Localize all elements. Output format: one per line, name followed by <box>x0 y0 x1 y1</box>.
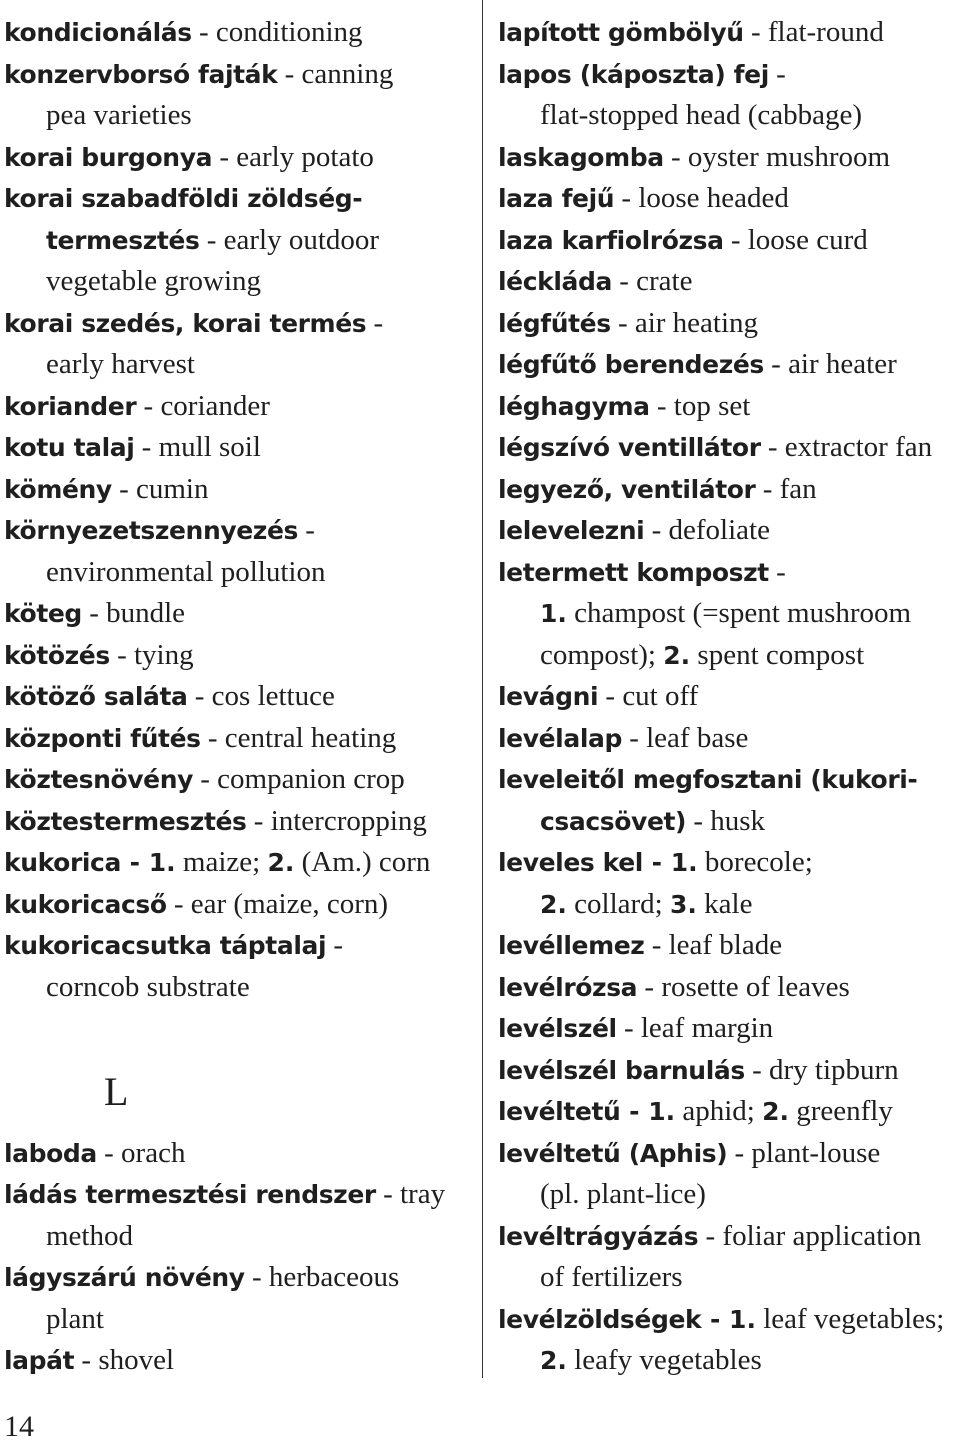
entry-definition: - oyster mushroom <box>663 140 891 173</box>
entry-term: levéllemez <box>498 931 645 960</box>
dictionary-entry <box>498 967 958 1009</box>
entry-term: letermett komposzt <box>498 557 769 587</box>
entry-term: lapos (káposzta) fej <box>498 59 769 89</box>
entry-continuation <box>4 261 474 303</box>
entry-definition: corncob substrate <box>46 970 250 1003</box>
entry-definition: (Am.) corn <box>294 846 431 878</box>
dictionary-entry <box>498 469 958 511</box>
entry-continuation <box>498 1257 958 1299</box>
entry-term: köteg <box>4 599 82 628</box>
dictionary-entry <box>498 510 958 552</box>
dictionary-entry <box>4 801 474 843</box>
entry-term: kukoricacső <box>4 889 167 919</box>
right-column <box>498 12 958 1382</box>
entry-definition: - central heating <box>200 721 397 754</box>
entry-term: kukorica <box>4 848 121 877</box>
dictionary-entry <box>498 1091 958 1133</box>
entry-term: laza fejű <box>498 184 615 213</box>
dictionary-entry <box>4 676 474 718</box>
entry-definition: (pl. plant-lice) <box>540 1178 706 1210</box>
entry-term: leveles kel <box>498 848 643 877</box>
entry-term: levélalap <box>498 723 622 753</box>
left-column <box>4 12 474 1382</box>
entry-term: leveleitől megfosztani (kukori- <box>498 765 918 794</box>
entry-definition: - leaf margin <box>616 1012 774 1044</box>
entry-definition: - crate <box>611 265 693 297</box>
column-divider <box>482 0 483 1378</box>
dictionary-entry <box>4 469 474 511</box>
entry-term: környezetszennyezés <box>4 516 298 545</box>
entry-term: korai szedés, korai termés <box>4 308 367 338</box>
dictionary-entry <box>498 54 958 96</box>
entry-definition: - coriander <box>136 389 270 422</box>
letter-heading: L <box>104 1068 129 1114</box>
entry-definition: - air heating <box>610 306 759 339</box>
entry-continuation <box>498 884 958 926</box>
entry-definition: environmental pollution <box>46 555 326 588</box>
entry-definition: method <box>46 1219 133 1252</box>
entry-definition: - loose headed <box>614 182 789 214</box>
dictionary-entry <box>498 178 958 220</box>
entry-definition: - leaf base <box>621 721 749 754</box>
dictionary-entry <box>4 1340 474 1382</box>
sense-number: - 1. <box>701 1304 756 1334</box>
entry-term: csacsövet) <box>540 806 687 836</box>
entry-definition: flat-stopped head (cabbage) <box>540 99 863 131</box>
entry-continuation <box>4 552 474 594</box>
entry-definition: - canning <box>277 57 394 90</box>
entry-term: légszívó ventillátor <box>498 433 761 462</box>
entry-term: léckláda <box>498 267 612 296</box>
entry-term: lapát <box>4 1346 75 1375</box>
entry-definition: - extractor fan <box>760 431 933 463</box>
entry-term: laza karfiolrózsa <box>498 225 724 255</box>
entry-continuation <box>4 1216 474 1258</box>
entry-definition: - intercropping <box>246 804 427 837</box>
dictionary-entry <box>498 427 958 469</box>
entry-definition: - <box>768 57 786 90</box>
dictionary-entry <box>498 303 958 345</box>
entry-definition: - husk <box>686 804 766 837</box>
sense-number: - 1. <box>642 848 698 877</box>
entry-term: levéltetű (Aphis) <box>498 1138 728 1168</box>
dictionary-entry <box>4 54 474 96</box>
entry-continuation <box>4 95 474 137</box>
entry-definition: - cumin <box>111 472 209 505</box>
entry-term: legyező, ventilátor <box>498 474 756 504</box>
dictionary-entry <box>4 427 474 469</box>
sense-number: - 1. <box>120 848 176 877</box>
entry-definition: - cut off <box>598 680 699 712</box>
entry-definition: - shovel <box>74 1344 175 1376</box>
sense-number: 2. <box>663 640 691 670</box>
entry-term: légfűtés <box>498 308 611 338</box>
entry-term: léghagyma <box>498 391 650 421</box>
entry-definition: - <box>326 929 344 961</box>
dictionary-entry <box>4 842 474 884</box>
entry-definition: - tray <box>375 1178 446 1210</box>
entry-definition: spent compost <box>690 638 865 671</box>
entry-definition: plant <box>46 1302 104 1335</box>
entry-continuation <box>4 344 474 386</box>
entry-definition: - loose curd <box>723 223 868 256</box>
entry-definition: collard; <box>566 887 670 920</box>
dictionary-entry <box>498 552 958 594</box>
entry-term: korai burgonya <box>4 142 213 172</box>
entry-definition: - rosette of leaves <box>637 970 850 1003</box>
entry-definition: of fertilizers <box>540 1261 683 1293</box>
entry-term: levélzöldségek <box>498 1304 702 1334</box>
entry-continuation <box>498 95 958 137</box>
entry-definition: - bundle <box>81 597 186 629</box>
entry-definition: champost (=spent mushroom <box>566 597 912 629</box>
entry-definition: - defoliate <box>644 514 770 546</box>
entry-definition: - companion crop <box>193 763 405 795</box>
dictionary-entry <box>4 635 474 677</box>
dictionary-entry <box>498 344 958 386</box>
dictionary-entry <box>498 137 958 179</box>
sense-number: 1. <box>540 599 567 628</box>
entry-term: kötöző saláta <box>4 682 188 711</box>
entry-definition: - tying <box>109 638 194 671</box>
entry-definition: - dry tipburn <box>744 1053 899 1086</box>
entry-term: levélrózsa <box>498 972 638 1002</box>
entry-continuation <box>498 1340 958 1382</box>
entry-term: kondicionálás <box>4 18 192 47</box>
entry-definition: - <box>366 306 384 339</box>
dictionary-entry <box>498 759 958 801</box>
dictionary-entry <box>4 510 474 552</box>
sense-number: 2. <box>762 1097 789 1126</box>
entry-definition: - <box>298 514 315 546</box>
entry-term: koriander <box>4 391 137 421</box>
entry-definition: - <box>768 555 786 588</box>
entry-definition: - orach <box>96 1136 186 1169</box>
dictionary-entry <box>4 386 474 428</box>
dictionary-entry <box>498 718 958 760</box>
entry-term: levéltrágyázás <box>498 1221 699 1251</box>
dictionary-entry <box>4 884 474 926</box>
entry-continuation <box>498 801 958 843</box>
entry-continuation <box>498 1174 958 1216</box>
dictionary-entry <box>498 220 958 262</box>
entry-term: korai szabadföldi zöldség- <box>4 184 363 213</box>
entry-definition: - early potato <box>212 140 374 173</box>
entry-term: kömény <box>4 474 112 504</box>
entry-definition: - top set <box>649 389 751 422</box>
entry-term: köztestermesztés <box>4 806 247 836</box>
entry-term: köztesnövény <box>4 765 193 794</box>
entry-definition: greenfly <box>789 1095 893 1127</box>
dictionary-entry <box>498 261 958 303</box>
dictionary-entry <box>498 842 958 884</box>
sense-number: 2. <box>540 889 567 919</box>
entry-term: laskagomba <box>498 142 664 172</box>
dictionary-entry <box>498 676 958 718</box>
spacer <box>4 1008 474 1050</box>
dictionary-entry <box>4 1174 474 1216</box>
dictionary-entry <box>4 925 474 967</box>
entry-definition: vegetable growing <box>46 265 262 297</box>
entry-term: légfűtő berendezés <box>498 350 764 379</box>
entry-continuation <box>4 967 474 1009</box>
entry-term: kötözés <box>4 640 110 670</box>
entry-term: konzervborsó fajták <box>4 59 278 89</box>
entry-definition: leaf vegetables; <box>755 1302 945 1335</box>
entry-term: kotu talaj <box>4 433 135 462</box>
entry-definition: - foliar application <box>698 1219 922 1252</box>
entry-term: ládás termesztési rendszer <box>4 1180 376 1209</box>
entry-definition: aphid; <box>675 1095 763 1127</box>
dictionary-entry <box>498 1050 958 1092</box>
entry-definition: early harvest <box>46 348 195 380</box>
dictionary-entry <box>498 1216 958 1258</box>
dictionary-entry <box>4 1257 474 1299</box>
entry-term: kukoricacsutka táptalaj <box>4 931 327 960</box>
entry-term: levágni <box>498 682 599 711</box>
entry-definition: - fan <box>755 472 817 505</box>
dictionary-entry <box>498 925 958 967</box>
entry-definition: - conditioning <box>191 16 363 48</box>
entry-term: központi fűtés <box>4 723 201 753</box>
dictionary-entry <box>4 137 474 179</box>
dictionary-entry <box>4 759 474 801</box>
entry-definition: - cos lettuce <box>187 680 335 712</box>
entry-definition: leafy vegetables <box>566 1344 762 1376</box>
entry-definition: - ear (maize, corn) <box>166 887 389 920</box>
entry-definition: - leaf blade <box>644 929 783 961</box>
dictionary-entry <box>4 178 474 220</box>
entry-definition: - flat-round <box>743 16 884 48</box>
entry-term: termesztés <box>46 225 200 255</box>
dictionary-entry <box>4 718 474 760</box>
entry-continuation <box>4 220 474 262</box>
entry-definition: pea varieties <box>46 99 192 131</box>
dictionary-entry <box>498 386 958 428</box>
entry-definition: - air heater <box>763 348 897 380</box>
dictionary-entry <box>4 593 474 635</box>
entry-definition: - herbaceous <box>244 1261 400 1293</box>
entry-definition: - mull soil <box>134 431 261 463</box>
entry-definition: maize; <box>175 846 268 878</box>
entry-definition: borecole; <box>697 846 813 878</box>
dictionary-entry <box>4 303 474 345</box>
dictionary-entry <box>498 1133 958 1175</box>
entry-definition: - plant-louse <box>727 1136 881 1169</box>
sense-number: 2. <box>540 1346 567 1375</box>
entry-continuation <box>498 593 958 635</box>
dictionary-entry <box>4 1133 474 1175</box>
entry-continuation <box>4 1299 474 1341</box>
sense-number: 2. <box>267 848 295 877</box>
sense-number: - 1. <box>620 1097 676 1126</box>
entry-term: lelevelezni <box>498 516 645 545</box>
page-number: 14 <box>4 1410 34 1443</box>
sense-number: 3. <box>669 889 697 919</box>
entry-term: levélszél <box>498 1014 617 1043</box>
dictionary-entry <box>4 12 474 54</box>
entry-term: laboda <box>4 1138 97 1168</box>
entry-term: levélszél barnulás <box>498 1055 745 1085</box>
entry-definition: compost); <box>540 638 664 671</box>
entry-term: lágyszárú növény <box>4 1263 245 1292</box>
dictionary-entry <box>498 12 958 54</box>
dictionary-entry <box>498 1299 958 1341</box>
entry-definition: - early outdoor <box>199 223 380 256</box>
entry-continuation <box>498 635 958 677</box>
entry-definition: kale <box>696 887 753 920</box>
dictionary-entry <box>498 1008 958 1050</box>
entry-term: levéltetű <box>498 1097 621 1126</box>
entry-term: lapított gömbölyű <box>498 18 744 47</box>
